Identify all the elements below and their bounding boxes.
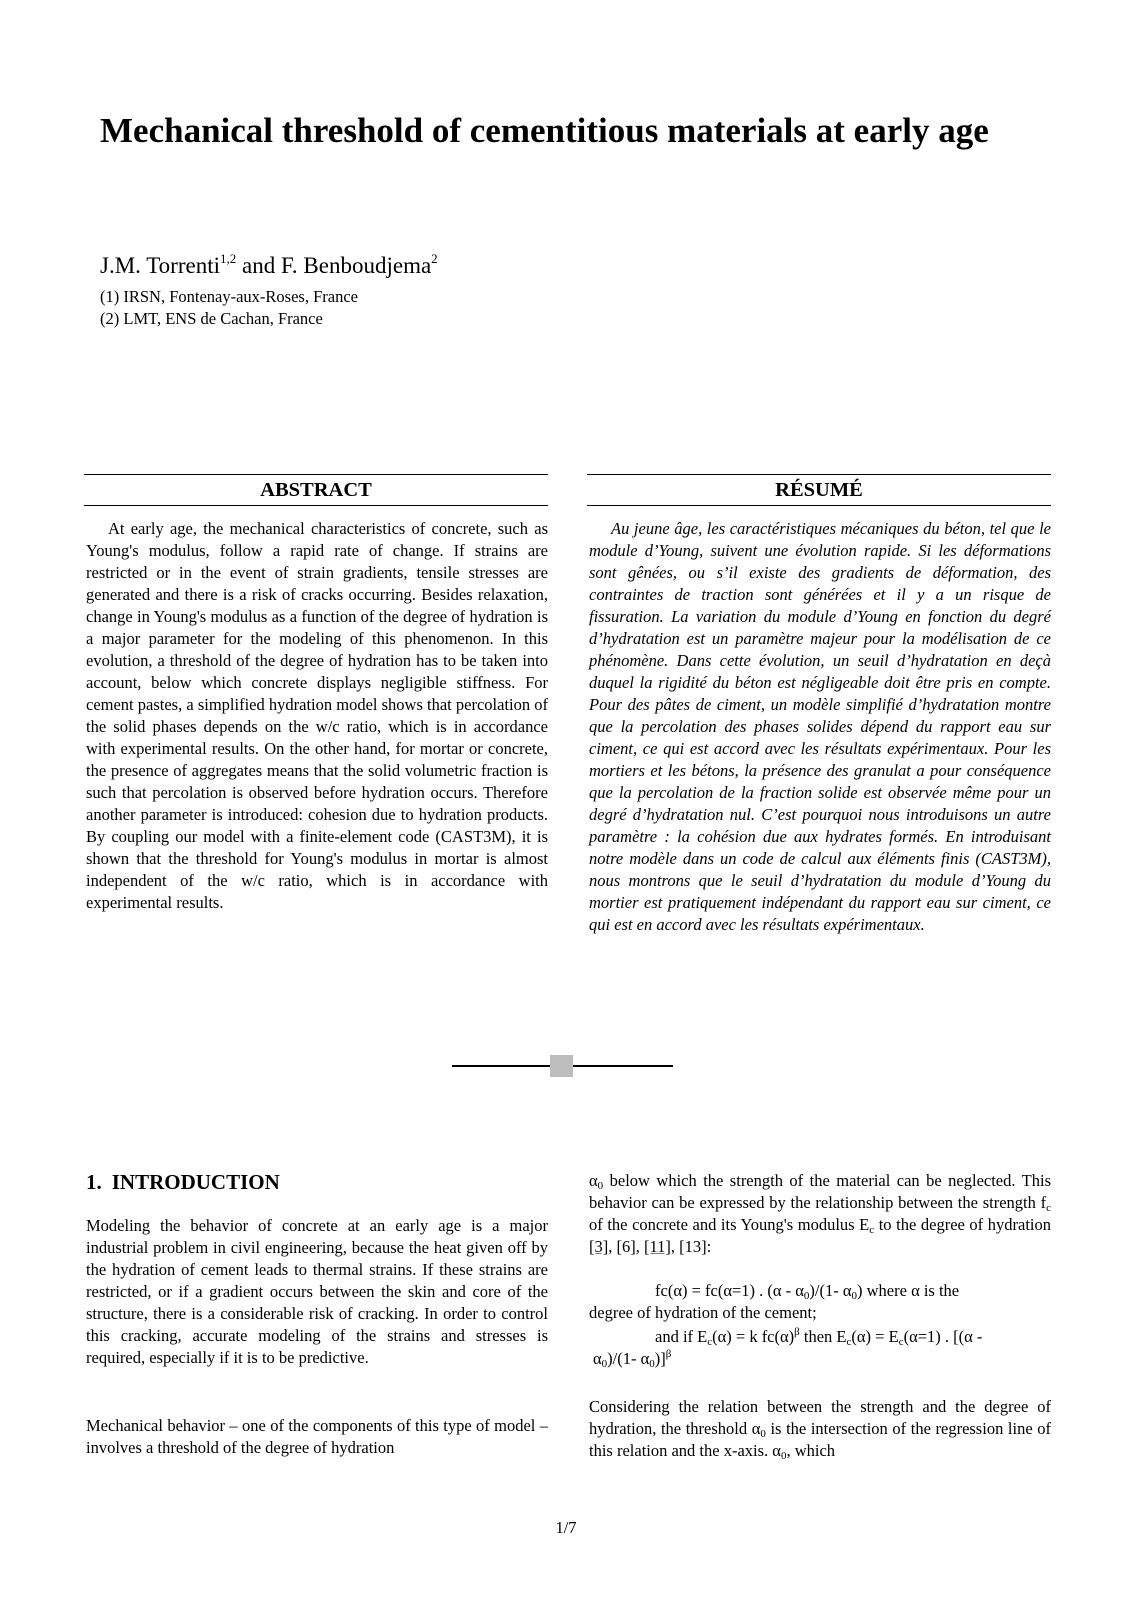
resume-text: Au jeune âge, les caractéristiques mécaniques du béton, tel que le module d’Young, suivent une évolution rapide. Si les déformations sont gênées, ou s’il existe des gradients de déformation, des contraintes de traction sont générées et il y a un risque de fissuration. La variation du module d’Young en fonction du degré d’hydratation est un paramètre majeur pour la modélisation de ce phénomène. Dans cette évolution, un seuil d’hydratation en deçà duquel la rigidité du béton est négligeable doit être pris en compte. Pour des pâtes de ciment, un modèle simplifié d’hydratation montre que la percolation des phases solides dépend du rapport eau sur ciment, ce qui est accord avec les résultats expérimentaux. Pour les mortiers et les bétons, la présence des granulat a pour conséquence que la percolation de la fraction solide est observée même pour un degré d’hydratation nul. C’est pourquoi nous introduisons un autre paramètre : la cohésion due aux hydrates formés. En introduisant notre modèle dans un code de calcul aux éléments finis (CAST3M), nous montrons que le seuil d’hydratation du module d’Young du mortier est pratiquement indépendant du rapport eau sur ciment, ce qui est en accord avec les résultats expérimentaux. [589,519,1051,934]
author-2-affiliation-mark: 2 [431,251,438,266]
abstract-heading: ABSTRACT [84,474,548,506]
equation-modulus [589,1326,1051,1370]
subscript-zero: 0 [649,1358,655,1370]
eq-text: (α) = k fc(α) [712,1327,795,1346]
subscript-c: c [1046,1202,1051,1214]
intro-paragraph-3 [589,1170,1051,1258]
subscript-zero: 0 [760,1428,766,1440]
eq-continuation: degree of hydration of the cement; [589,1303,817,1322]
citation-link-3[interactable]: [3], [589,1237,613,1256]
eq-text: )/(1- α [809,1281,852,1300]
affiliation-1: (1) IRSN, Fontenay-aux-Roses, France [100,287,358,306]
text-run: , which [786,1441,836,1460]
eq-text: then E [799,1327,847,1346]
eq-text: (α=1) . [(α - [903,1327,983,1346]
subscript-c: c [846,1336,852,1348]
superscript-beta: β [665,1348,672,1360]
abstract-text: At early age, the mechanical characteristics of concrete, such as Young's modulus, follow a rapid rate of change. If strains are restricted or in the event of strain gradients, tensile stresses are generated and there is a risk of cracks occurring. Besides relaxation, change in Young's modulus as a function of the degree of hydration is a major parameter for the modeling of this phenomenon. In this evolution, a threshold of the degree of hydration has to be taken into account, below which concrete displays negligible stiffness. For cement pastes, a simplified hydration model shows that percolation of the solid phases depends on the w/c ratio, which is in accordance with experimental results. On the other hand, for mortar or concrete, the presence of aggregates means that the solid volumetric fraction is such that percolation is observed before hydration occurs. Therefore another parameter is introduced: cohesion due to hydration products. By coupling our model with a finite-element code (CAST3M), it is shown that the threshold for Young's modulus in mortar is almost independent of the w/c ratio, which is in accordance with experimental results. [86,519,548,912]
separator-square [550,1055,573,1077]
text-run: is the intersection of the regression line of this relation and the x-axis. α [589,1419,1051,1460]
superscript-beta: β [794,1326,800,1338]
eq-text: fc(α) = fc(α=1) . (α - α [655,1281,804,1300]
eq-text: )/(1- α [607,1349,650,1368]
text-run: to the degree of hydration [874,1215,1051,1234]
section-number: 1. [86,1170,102,1194]
subscript-zero: 0 [601,1358,608,1370]
subscript-c: c [869,1224,875,1236]
page-number: 1/7 [555,1518,577,1537]
subscript-c: c [707,1336,713,1348]
author-1-affiliation-mark: 1,2 [220,251,237,266]
paper-title: Mechanical threshold of cementitious materials at early age [100,111,989,150]
citation-6: [6], [612,1237,644,1256]
text-run: below which the strength of the material can be neglected. This behavior can be expressed by the relationship between the strength f [589,1171,1051,1212]
eq-text: ) where α is the [857,1281,960,1300]
section-title: INTRODUCTION [111,1170,280,1194]
intro-paragraph-2: Mechanical behavior – one of the components of this type of model – involves a threshold of the degree of hydration [86,1416,548,1457]
eq-text: )] [654,1349,666,1368]
citation-13: [13]: [675,1237,712,1256]
author-1: J.M. Torrenti [100,253,220,278]
intro-paragraph-1: Modeling the behavior of concrete at an early age is a major industrial problem in civil engineering, because the heat given off by the hydration of cement leads to thermal strains. If these strains are restricted, or if a gradient occurs between the skin and core of the structure, there is a considerable risk of cracking. In order to control this cracking, accurate modeling of the strains and stresses is required, especially if it is to be predictive. [86,1216,548,1367]
text-run: Considering the relation between the strength and the degree of hydration, the threshold α [589,1397,1051,1438]
affiliation-2: (2) LMT, ENS de Cachan, France [100,309,323,328]
equation-strength [589,1280,1051,1324]
resume-heading: RÉSUMÉ [587,474,1051,506]
eq-text: α [593,1349,602,1368]
author-line [100,252,438,280]
eq-text: and if E [655,1327,708,1346]
subscript-zero: 0 [597,1180,604,1192]
subscript-zero: 0 [780,1450,787,1462]
alpha-symbol: α [589,1171,598,1190]
author-2: F. Benboudjema [280,253,432,278]
intro-paragraph-4 [589,1396,1051,1462]
text-run: of the concrete and its Young's modulus E [589,1215,870,1234]
section-heading-introduction [86,1168,280,1196]
author-conjunction: and [236,253,281,278]
separator-line-left [452,1065,550,1067]
eq-text: (α) = E [851,1327,899,1346]
subscript-zero: 0 [803,1290,810,1302]
separator-line-right [573,1065,673,1067]
subscript-zero: 0 [851,1290,858,1302]
subscript-c: c [898,1336,904,1348]
citation-link-11[interactable]: [11], [644,1237,676,1256]
